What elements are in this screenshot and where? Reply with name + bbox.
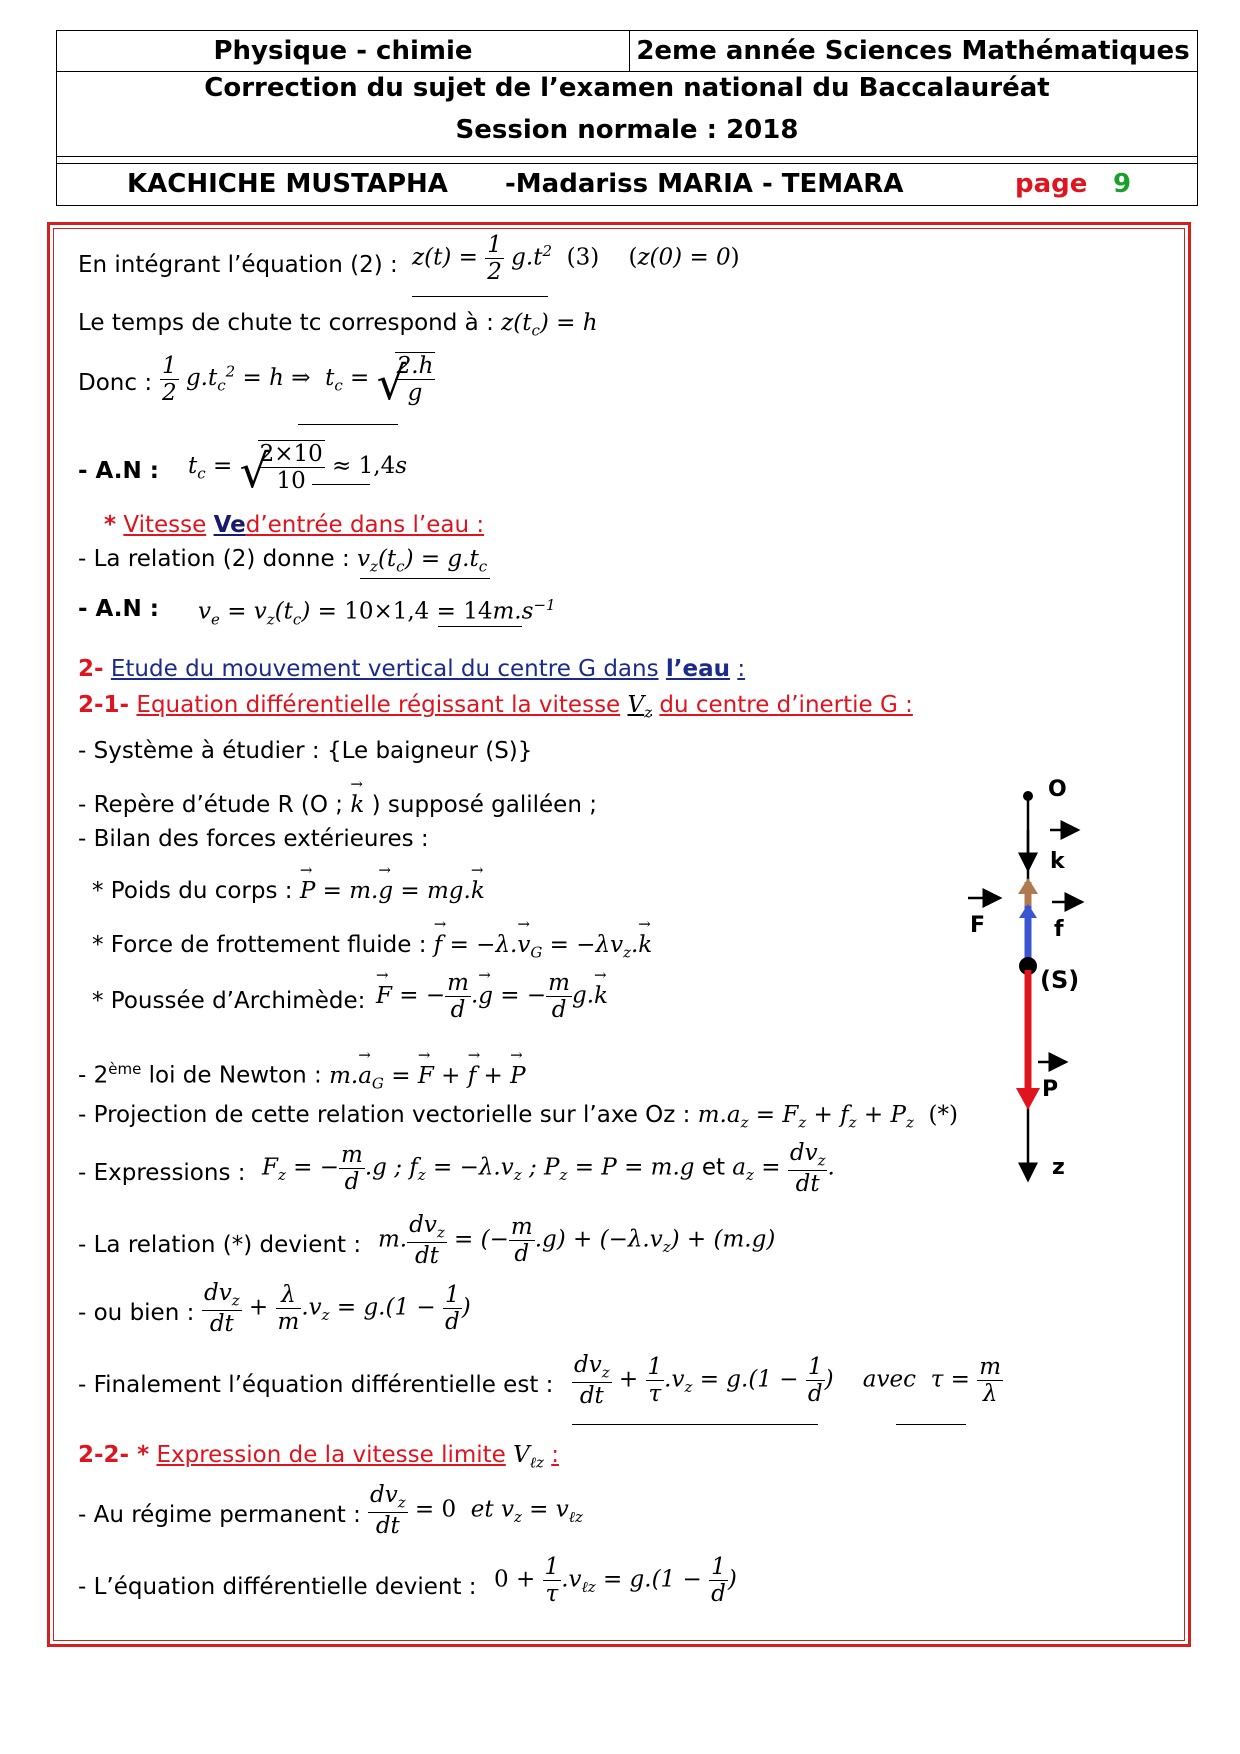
heading-section-2: 2- Etude du mouvement vertical du centre G dans l’eau : [78, 656, 746, 682]
eq-expressions: $F_z$ = − $\frac{m}{d}$ .g ; $f_z = -\lambda.v_z$ ; $P_z = P = m.g$ et $a_z$ = $\frac{dv_z}{dt}$ . [262, 1140, 835, 1197]
label-P: P [1042, 1077, 1059, 1102]
author: KACHICHE MUSTAPHA [127, 169, 448, 199]
header-box [56, 30, 1198, 206]
text-an1: - A.N : [78, 458, 159, 484]
text-relation2: - La relation (2) donne : [78, 546, 350, 572]
line-regime: - Au régime permanent : [78, 1502, 361, 1528]
line-expressions: - Expressions : [78, 1160, 246, 1186]
line-bilan: - Bilan des forces extérieures : [78, 826, 429, 852]
label-f: f [1054, 917, 1064, 942]
school: -Madariss MARIA - TEMARA [505, 169, 904, 199]
label-F: F [970, 913, 986, 938]
line-projection: - Projection de cette relation vectorielle sur l’axe Oz : $m.a_z = F_z + f_z + P_z$ (*) [78, 1102, 958, 1132]
line-equation-devient: - L’équation différentielle devient : [78, 1574, 477, 1600]
line-ou-bien: - ou bien : [78, 1300, 195, 1326]
level: 2eme année Sciences Mathématiques [636, 36, 1190, 66]
line-integration [78, 252, 398, 278]
text-integration: En intégrant l’équation (2) : [78, 252, 398, 278]
eq-finale: $\frac{dv_z}{dt}$ + $\frac{1}{\tau}$ $.v_z = g.(1$ − $\frac{1}{d}$ ) avec τ = $\frac{m}{\lambda}$ [574, 1352, 1002, 1409]
eq-z-t: z(t) = $\frac{1}{2}$ $g.t^2$ (3) (z(0) = 0) [412, 232, 740, 285]
line-newton: - 2ème loi de Newton : $m.\to a_G$ = → F + → f + → P [78, 1060, 526, 1092]
subject: Physique - chimie [57, 31, 630, 71]
eq-equation-devient: 0 + $\frac{1}{\tau}$ $.v_{\ell z} = g.(1$ − $\frac{1}{d}$ ) [494, 1554, 737, 1607]
exam-title: Correction du sujet de l’examen national du Baccalauréat [204, 73, 1050, 103]
label-k: k [1050, 849, 1065, 874]
line-relation-devient: - La relation (*) devient : [78, 1232, 362, 1258]
text-an2: - A.N : [78, 596, 159, 622]
line-finalement: - Finalement l’équation différentielle est : [78, 1372, 554, 1398]
label-O: O [1048, 777, 1067, 802]
text-donc: Donc : [78, 370, 153, 396]
origin-point [1023, 791, 1033, 801]
line-systeme: - Système à étudier : {Le baigneur (S)} [78, 738, 533, 764]
heading-section-2-2: 2-2- * Expression de la vitesse limite $V_{\ell z}$ : [78, 1442, 559, 1472]
label-S: (S) [1040, 966, 1080, 994]
page-number: 9 [1113, 169, 1132, 199]
line-an1 [78, 458, 159, 484]
label-z: z [1052, 1155, 1065, 1180]
page-label: page [1015, 169, 1088, 199]
line-donc [78, 370, 152, 396]
line-repere: - Repère d’étude R (O ; → k ) supposé galiléen ; [78, 792, 597, 818]
eq-archimede: → F = − $\frac{m}{d}$ .→ g = − $\frac{m}{d}$ g.→ k [376, 970, 608, 1023]
eq-ou-bien: $\frac{dv_z}{dt}$ + $\frac{\lambda}{m}$ $.v_z = g.(1$ − $\frac{1}{d}$ ) [204, 1280, 471, 1337]
eq-tc: $\frac{1}{2}$ $g.t_c^2 = h$ ⇒ $t_c$ = √ $\frac{2.h}{g}$ [162, 352, 434, 410]
line-an2 [78, 596, 159, 622]
eq-relation-devient: m. $\frac{dv_z}{dt}$ = (− $\frac{m}{d}$ $.g) + (-\lambda.v_z) + (m.g)$ [378, 1212, 776, 1269]
session: Session normale : 2018 [455, 115, 799, 145]
eq-ve: $v_e = v_z(t_c) = 10\times 1,4 = 14m.s^{-1}$ [198, 596, 556, 629]
eq-regime: $\frac{dv_z}{dt}$ = 0 et $v_z = v_{\ell z}$ [370, 1482, 583, 1539]
line-poids: * Poids du corps : → P = m.→ g = mg.→ k [92, 878, 485, 904]
line-relation2: - La relation (2) donne : $v_z(t_c) = g.t_c$ [78, 546, 488, 576]
heading-vitesse-ve: * Vitesse Ved’entrée dans l’eau : [104, 512, 485, 538]
heading-section-2-1: 2-1- Equation différentielle régissant la vitesse $V_z$ du centre d’inertie G : [78, 692, 913, 722]
signature-row [57, 165, 1197, 205]
line-frottement: * Force de frottement fluide : → $f = -\lambda.\to v_G = -\lambda v_z.\to k$ [92, 932, 652, 962]
eq-an-tc: $t_c$ = √ $\frac{2\times 10}{10}$ ≈ 1,4s [188, 441, 408, 498]
line-temps: Le temps de chute tc correspond à : $z(t_c) = h$ [78, 310, 598, 340]
text-temps: Le temps de chute tc correspond à : [78, 310, 494, 336]
line-archimede: * Poussée d’Archimède: [92, 988, 366, 1014]
force-diagram [960, 770, 1090, 1200]
